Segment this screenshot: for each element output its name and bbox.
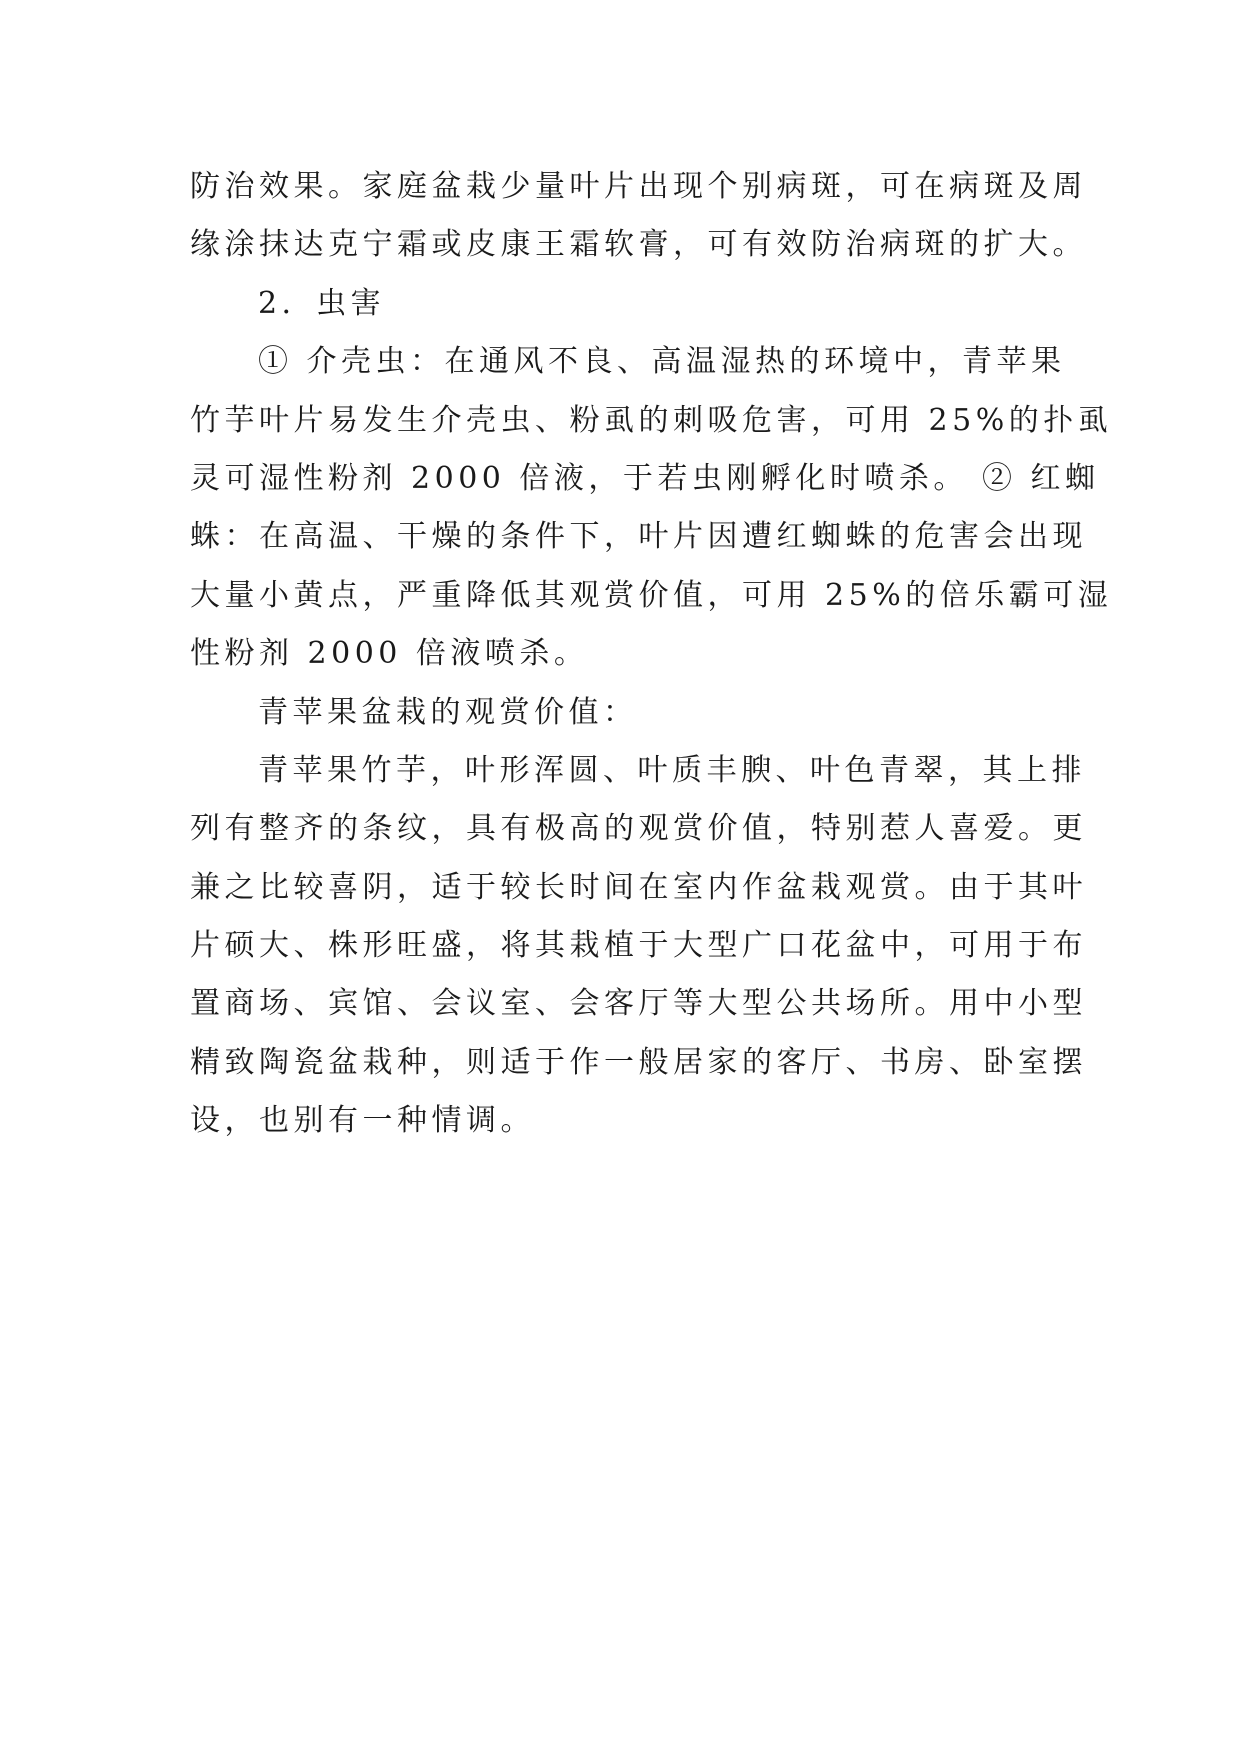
- text-line: ① 介壳虫：在通风不良、高温湿热的环境中，青苹果: [258, 344, 1066, 380]
- text-line: 性粉剂 2000 倍液喷杀。: [190, 636, 589, 672]
- text-line: 列有整齐的条纹，具有极高的观赏价值，特别惹人喜爱。更: [190, 811, 1087, 847]
- section-heading-ornamental-value: 青苹果盆栽的观赏价值：: [258, 694, 638, 730]
- text-line: 灵可湿性粉剂 2000 倍液，于若虫刚孵化时喷杀。 ② 红蜘: [190, 460, 1100, 496]
- text-line: 缘涂抹达克宁霜或皮康王霜软膏，可有效防治病斑的扩大。: [190, 227, 1087, 263]
- text-line: 大量小黄点，严重降低其观赏价值，可用 25%的倍乐霸可湿: [190, 577, 1113, 613]
- text-line: 精致陶瓷盆栽种，则适于作一般居家的客厅、书房、卧室摆: [190, 1044, 1087, 1080]
- body-text: [190, 158, 1113, 1151]
- text-line: 防治效果。家庭盆栽少量叶片出现个别病斑，可在病斑及周: [190, 169, 1087, 204]
- text-line: 兼之比较喜阴，适于较长时间在室内作盆栽观赏。由于其叶: [190, 869, 1087, 905]
- text-line: 设，也别有一种情调。: [190, 1103, 535, 1139]
- text-line: 竹芋叶片易发生介壳虫、粉虱的刺吸危害，可用 25%的扑虱: [190, 402, 1113, 438]
- text-line: 青苹果竹芋，叶形浑圆、叶质丰腴、叶色青翠，其上排: [258, 752, 1086, 788]
- text-line: 蛛：在高温、干燥的条件下，叶片因遭红蜘蛛的危害会出现: [190, 519, 1087, 555]
- text-line: 置商场、宾馆、会议室、会客厅等大型公共场所。用中小型: [190, 986, 1087, 1022]
- section-heading-pests: 2．虫害: [258, 285, 386, 321]
- text-line: 片硕大、株形旺盛，将其栽植于大型广口花盆中，可用于布: [190, 928, 1087, 964]
